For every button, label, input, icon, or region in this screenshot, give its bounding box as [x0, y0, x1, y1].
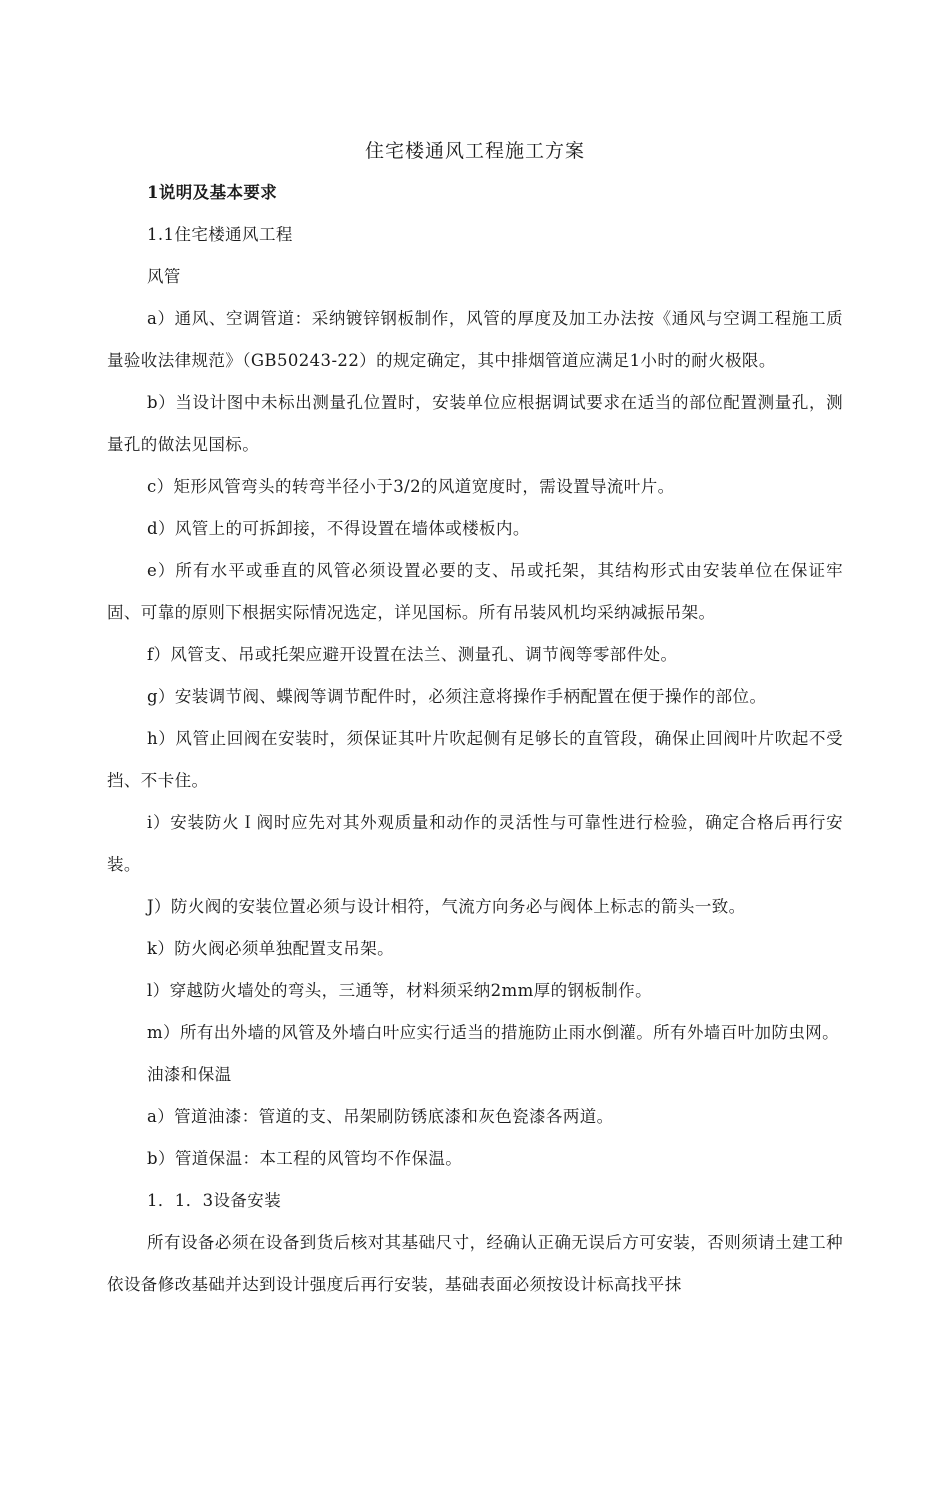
subheading-paint-insulation: 油漆和保温	[147, 1065, 232, 1084]
document-body	[107, 172, 843, 1306]
paragraph-d: d）风管上的可拆卸接，不得设置在墙体或楼板内。	[147, 519, 530, 538]
paragraph-f: f）风管支、吊或托架应避开设置在法兰、测量孔、调节阀等零部件处。	[147, 645, 678, 664]
paragraph-j: J）防火阀的安装位置必须与设计相符，气流方向务必与阀体上标志的箭头一致。	[147, 897, 746, 916]
paragraph-h: h）风管止回阀在安装时，须保证其叶片吹起侧有足够长的直管段，确保止回阀叶片吹起不受挡、不卡住。	[107, 729, 843, 790]
paragraph-l: l）穿越防火墙处的弯头，三通等，材料须采纳2mm厚的钢板制作。	[147, 981, 652, 1000]
paragraph-paint-a: a）管道油漆：管道的支、吊架刷防锈底漆和灰色瓷漆各两道。	[147, 1107, 614, 1126]
paragraph-paint-b: b）管道保温：本工程的风管均不作保温。	[147, 1149, 463, 1168]
paragraph-g: g）安装调节阀、蝶阀等调节配件时，必须注意将操作手柄配置在便于操作的部位。	[147, 687, 767, 706]
section-heading-1-1-3: 1．1．3设备安装	[147, 1191, 282, 1210]
paragraph-i: i）安装防火Ｉ阀时应先对其外观质量和动作的灵活性与可靠性进行检验，确定合格后再行安装。	[107, 813, 843, 874]
document-title: 住宅楼通风工程施工方案	[364, 140, 585, 162]
section-heading-1: 1说明及基本要求	[147, 183, 278, 202]
paragraph-b: b）当设计图中未标出测量孔位置时，安装单位应根据调试要求在适当的部位配置测量孔，测量孔的做法见国标。	[107, 393, 843, 454]
paragraph-equipment: 所有设备必须在设备到货后核对其基础尺寸，经确认正确无误后方可安装，否则须请土建工种依设备修改基础并达到设计强度后再行安装，基础表面必须按设计标高找平抹	[107, 1233, 843, 1294]
paragraph-c: c）矩形风管弯头的转弯半径小于3/2的风道宽度时，需设置导流叶片。	[147, 477, 675, 496]
paragraph-a: a）通风、空调管道：采纳镀锌钢板制作，风管的厚度及加工办法按《通风与空调工程施工质量验收法律规范》（GB50243-22）的规定确定，其中排烟管道应满足1小时的耐火极限。	[107, 309, 843, 370]
paragraph-m: m）所有出外墙的风管及外墙白叶应实行适当的措施防止雨水倒灌。所有外墙百叶加防虫网。	[147, 1023, 840, 1042]
section-heading-1-1: 1.1住宅楼通风工程	[147, 225, 293, 244]
paragraph-e: e）所有水平或垂直的风管必须设置必要的支、吊或托架，其结构形式由安装单位在保证牢固、可靠的原则下根据实际情况选定，详见国标。所有吊装风机均采纳减振吊架。	[107, 561, 843, 622]
subheading-duct: 风管	[147, 267, 181, 286]
paragraph-k: k）防火阀必须单独配置支吊架。	[147, 939, 394, 958]
